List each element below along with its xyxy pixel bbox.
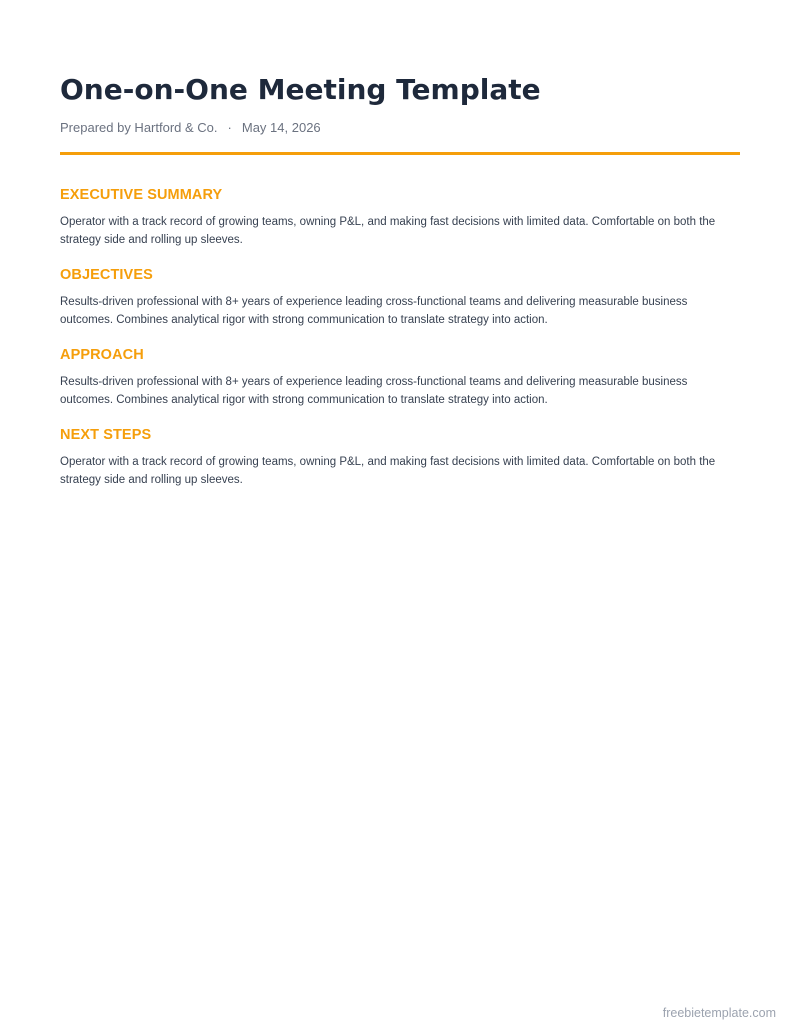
- section-executive-summary: [60, 185, 740, 249]
- meta-separator: ·: [227, 120, 232, 135]
- section-heading: APPROACH: [60, 347, 144, 363]
- section-heading: EXECUTIVE SUMMARY: [60, 187, 223, 203]
- header-divider: [60, 152, 740, 155]
- section-heading: OBJECTIVES: [60, 267, 153, 283]
- document-date: May 14, 2026: [241, 120, 321, 135]
- section-body: Operator with a track record of growing teams, owning P&L, and making fast decisions with limited data. Comfortable on both the strategy side and rolling up sleeves.: [60, 456, 716, 486]
- section-heading: NEXT STEPS: [60, 427, 152, 443]
- section-approach: [60, 345, 740, 409]
- footer-watermark: freebietemplate.com: [662, 1006, 776, 1020]
- document-title: One-on-One Meeting Template: [60, 73, 541, 106]
- document-meta: [60, 119, 321, 137]
- section-body: Results-driven professional with 8+ years of experience leading cross-functional teams and delivering measurable business outcomes. Combines analytical rigor with strong communication to translate strategy into action.: [60, 376, 688, 406]
- section-objectives: [60, 265, 740, 329]
- section-body: Results-driven professional with 8+ years of experience leading cross-functional teams and delivering measurable business outcomes. Combines analytical rigor with strong communication to translate strategy into action.: [60, 296, 688, 326]
- section-body: Operator with a track record of growing teams, owning P&L, and making fast decisions with limited data. Comfortable on both the strategy side and rolling up sleeves.: [60, 216, 716, 246]
- prepared-by: Prepared by Hartford & Co.: [60, 120, 218, 135]
- section-next-steps: [60, 425, 740, 489]
